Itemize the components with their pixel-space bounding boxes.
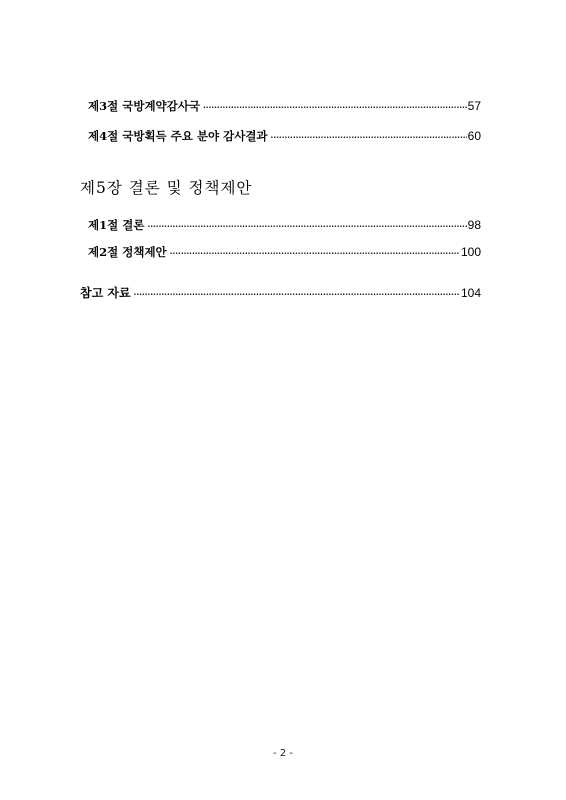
toc-leader-dots — [203, 103, 467, 111]
toc-entry-page: 98 — [467, 218, 481, 232]
toc-entry-label: 제3절 국방계약감사국 — [88, 99, 200, 113]
toc-leader-dots — [134, 290, 460, 298]
page-number-footer: - 2 - — [273, 748, 293, 759]
toc-entry-page: 104 — [460, 286, 481, 300]
toc-leader-dots — [170, 249, 460, 257]
toc-entry-label: 제4절 국방획득 주요 분야 감사결과 — [88, 129, 268, 143]
toc-entry-page: 100 — [460, 245, 481, 259]
toc-entry-section-3 — [88, 100, 481, 113]
toc-entry-page: 60 — [467, 129, 481, 143]
toc-entry-chapter5-section-1 — [88, 219, 481, 232]
toc-leader-dots — [147, 222, 466, 230]
toc-entry-chapter5-section-2 — [88, 246, 481, 259]
toc-leader-dots — [271, 133, 467, 141]
chapter-heading: 제5장 결론 및 정책제안 — [80, 179, 253, 197]
toc-entry-references — [80, 287, 481, 299]
toc-entry-label: 제1절 결론 — [88, 218, 145, 232]
toc-entry-label: 참고 자료 — [80, 286, 131, 300]
toc-entry-page: 57 — [467, 99, 481, 113]
toc-entry-section-4 — [88, 130, 481, 143]
toc-entry-label: 제2절 정책제안 — [88, 245, 167, 259]
